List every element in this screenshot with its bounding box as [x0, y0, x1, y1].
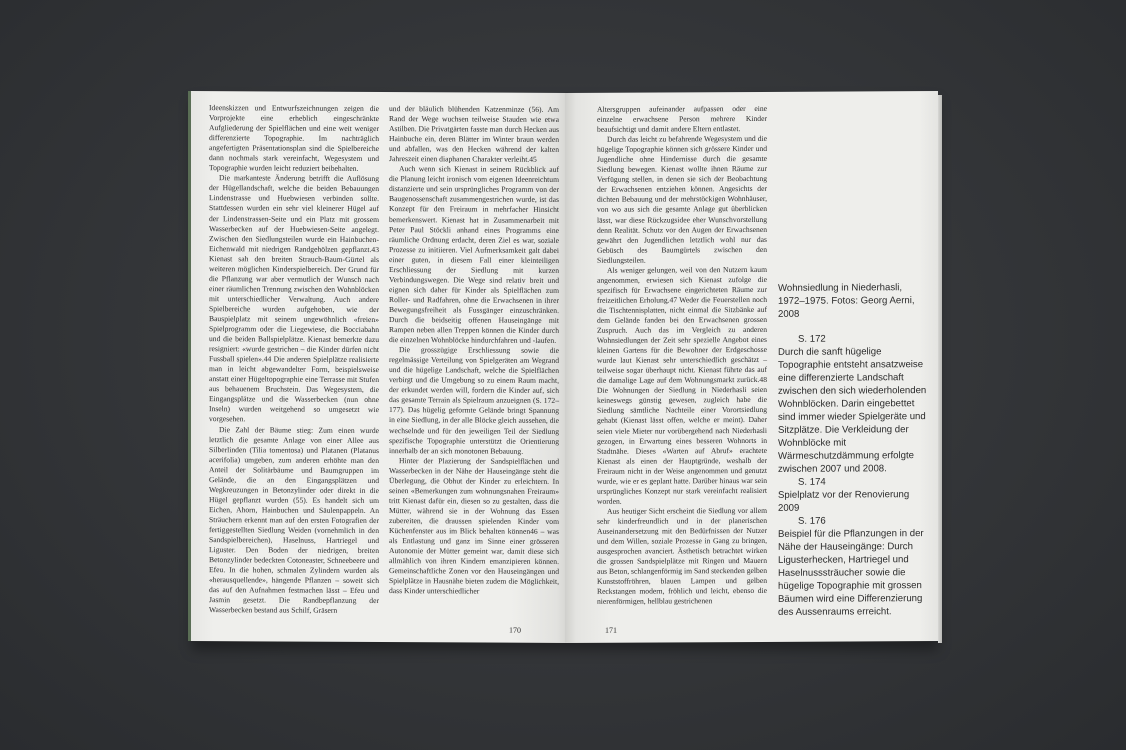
caption-page-ref: S. 176	[798, 515, 826, 527]
left-page-column-1	[209, 103, 379, 616]
paragraph: Durch das leicht zu befahrende Wegesystem und die hügelige Topographie können sich grössere Kinder und Jugendliche ohne Hindernisse durch die gesamte Siedlung bewegen. Kienast wollte ihnen Räume zur Verfügung stellen, in denen sie sich der Beobachtung der Erwachsenen entziehen können. Angesichts der dichten Bebauung und der mehrstöckigen Wohnhäuser, von wo aus sich die gesamte Anlage gut überblicken lässt, war diese Rückzugsidee eher Wunschvorstellung denn Realität. Schutz vor den Augen der Erwachsenen gewährt den Jugendlichen letztlich wohl nur das Gebüsch des Baumgürtels zwischen den Siedlungsteilen.	[597, 134, 767, 265]
caption-text: Beispiel für die Pflanzungen in der Nähe der Hauseingänge: Durch Ligusterhecken, Hartriegel und Haselnusssträucher sowie die hügelige Topographie mit grossen Bäumen wird eine Differenzierung des Aussenraums erreicht.	[778, 528, 924, 618]
caption-page-ref: S. 174	[798, 476, 826, 488]
page-number-left: 170	[509, 625, 521, 635]
left-page-column-2	[389, 104, 559, 597]
paragraph: Als weniger gelungen, weil von den Nutzern kaum angenommen, erwiesen sich Kienast zufolge die spezifisch für Erwachsene eingerichteten Räume zur freizeitlichen Erholung.47 Weder die Feuerstellen noch die Tischtennisplatten, nicht einmal die Sitzbänke auf dem Gelände fanden bei den Erwachsenen grossen Zuspruch. Auch das im Vergleich zu anderen Wohnsiedlungen der Zeit sehr spezielle Angebot eines kleinen Gartens für die Bewohner der Erdgeschosse wurde laut Kienast sehr unterschiedlich geschätzt – teilweise sogar überhaupt nicht. Kienast führte das auf die damalige Lage auf dem Wohnungsmarkt zurück.48 Die Wohnungen der Siedlung in Niederhasli seien keineswegs günstig gewesen, zugleich habe die Siedlung sämtliche Nachteile einer Vorortsiedlung gehabt (Kienast lässt offen, welche er meint). Daher seien viele Mieter nur vorübergehend nach Niederhasli gezogen, in Erwartung eines besseren Wohnorts in Stadtnähe. Dieses «Warten auf Abruf» erachtete Kienast als einen der Hauptgründe, weshalb der Freiraum nicht in der Weise angenommen und genutzt wurde, wie er es geplant hatte. Darüber hinaus war sein ursprüngliches Konzept nur stark vereinfacht realisiert worden.	[597, 264, 767, 506]
caption-title: Wohnsiedlung in Niederhasli, 1972–1975. Fotos: Georg Aerni, 2008	[778, 282, 915, 320]
paragraph: Ideenskizzen und Entwurfszeichnungen zeigen die Vorprojekte eine erheblich eingeschränkte Aufgliederung der Spielflächen und eine weit weniger differenzierte Topographie. Im nachträglich angefertigten Präsentationsplan sind die Spielbereiche dann nochmals stark vereinfacht, Wegesystem und Topographie wurden leicht reduziert beibehalten.	[209, 103, 379, 174]
caption-list	[778, 332, 928, 619]
paragraph: Aus heutiger Sicht erscheint die Siedlung vor allem sehr kinderfreundlich und in der planerischen Auseinandersetzung mit den Bedürfnissen der Nutzer und dem Willen, soziale Prozesse in Gang zu bringen, ausgesprochen avanciert. Ästhetisch betrachtet wirken die grossen Sandspielplätze mit Ringen und Mauern aus Beton, schlangenförmig im Sand steckenden gelben Kunststoffröhren, blauen Lampen und gelben Reckstangen modern, fröhlich und leicht, ebenso die nierenförmigen, hellblau gestrichenen	[597, 505, 767, 607]
open-book	[188, 92, 938, 648]
paragraph: und der bläulich blühenden Katzenminze (56). Am Rand der Wege wuchsen teilweise Stauden wie etwa Astilben. Die Privatgärten fasste man durch Hecken aus Hainbuche ein, deren Blätter im Winter braun werden und abfallen, was den Hecken während der kalten Jahreszeit einen diaphanen Charakter verleiht.45	[389, 104, 559, 165]
paragraph: Die markanteste Änderung betrifft die Auflösung der Hügellandschaft, welche die beiden Bebauungen Lindenstrasse und Huebwiesen verbinden sollte. Stattdessen wurden ein sehr viel kleinerer Hügel auf der Lindenstrassen-Seite und ein Platz mit grossem Wasserbecken auf der Huebwiesen-Seite angelegt. Zwischen den Siedlungsteilen wurde ein Hainbuchen-Eichenwald mit niedrigen Randgehölzen gepflanzt.43 Kienast sah den breiten Strauch-Baum-Gürtel als weiteren möglichen Kinderspielbereich. Der Grund für die Pflanzung war aber vermutlich der Wunsch nach einer räumlichen Trennung zwischen den Wohnblöcken mit unterschiedlicher Verwaltung. Auch andere Spielbereiche wurden aufgehoben, wie der Bauspielplatz mit seinem ungewöhnlich «freien» Spielprogramm oder die Liegewiese, die Bocciabahn und die beiden Ballspielplätze. Kienast bemerkte dazu resigniert: «wurde gestrichen – die Kinder dürfen nicht Fussball spielen».44 Die anderen Spielplätze realisierte man in leicht abgewandelter Form, beispielsweise anstatt einer Hügeltopographie eine Terrasse mit Stufen aus behauenem Bruchstein. Das Wegesystem, die Eingangsplätze und die Wasserbecken (nun ohne Inseln) wurden weitgehend so umgesetzt wie vorgesehen.	[209, 173, 379, 424]
page-number-right: 171	[605, 625, 617, 635]
caption-text: Spielplatz vor der Renovierung 2009	[778, 489, 910, 514]
right-page-column-1	[597, 104, 767, 607]
paragraph: Altersgruppen aufeinander aufpassen oder eine einzelne erwachsene Person mehrere Kinder beaufsichtigt und damit andere Eltern entlastet.	[597, 103, 767, 134]
left-page	[188, 91, 568, 643]
photo-captions	[778, 281, 928, 619]
caption-page-ref: S. 172	[798, 333, 826, 345]
paragraph: Auch wenn sich Kienast in seinem Rückblick auf die Planung leicht ironisch vom eigenen Ideenreichtum distanzierte und sein ursprüngliches Programm von der Baugenossenschaft zusammengestrichen wurde, ist das Konzept für den Freiraum in mehrfacher Hinsicht bemerkenswert. Kienast hat in Zusammenarbeit mit Peter Paul Stöckli anhand eines Programms eine räumliche Ordnung erdacht, deren Ziel es war, soziale Prozesse zu initiieren. Viel Aufmerksamkeit galt dabei einer guten, in diesem Fall einer kleinteiligen Erschliessung der Siedlung mit kurzen Verbindungswegen. Die Wege sind relativ breit und eignen sich daher für Kinder als Spielflächen zum Roller- und Radfahren, ohne die Erwachsenen in ihrer Bewegungsfreiheit als Fussgänger einzuschränken. Durch die beidseitig offenen Hauseingänge mit Rampen neben allen Treppen können die Kinder durch die einzelnen Wohnblöcke hindurchfahren und -laufen.	[389, 164, 559, 346]
right-page	[565, 91, 938, 643]
caption-text: Durch die sanft hügelige Topographie entsteht ansatzweise eine differenzierte Landschaft zwischen den sich wiederholenden Wohnblöcken. Darin eingebettet sind immer wieder Spielgeräte und Sitzplätze. Die Verkleidung der Wohnblöcke mit Wärmeschutzdämmung erfolgte zwischen 2007 und 2008.	[778, 346, 927, 475]
page-edge	[938, 95, 942, 643]
paragraph: Die Zahl der Bäume stieg: Zum einen wurde letztlich die gesamte Anlage von einer Allee aus Silberlinden (Tilia tomentosa) und Platanen (Platanus acerifolia) umgeben, zum anderen erhöhte man den Anteil der Solitärbäume und Baumgruppen im Gelände, die an den Eingangsplätzen und Wegkreuzungen in Betonzylinder oder direkt in die Hügel gepflanzt wurden (55). Es handelt sich um Eichen, Ahorn, Hainbuchen und Säulenpappeln. An Sträuchern erkennt man auf den ersten Fotografien der fertiggestellten Siedlung Weiden (vornehmlich in den Sandspielbereichen), Haselnuss, Hartriegel und Liguster. Den Boden der niedrigen, breiten Betonzylinder bedeckten Cotoneaster, Schneebeere und Efeu. In die hohen, schmalen Zylindern wurden als «herausquellende», hängende Pflanzen – soweit sich das auf den Aufnahmen festmachen lässt – Efeu und Jasmin gesetzt. Die Randbepflanzung der Wasserbecken bestand aus Schilf, Gräsern	[209, 424, 379, 616]
paragraph: Hinter der Plazierung der Sandspielflächen und Wasserbecken in der Nähe der Hauseingänge steht die Überlegung, die Obhut der Kinder zu erleichtern. In seinen «Bemerkungen zum wohnungsnahen Freiraum» tritt Kienast dafür ein, diesen so zu gestalten, dass die Mütter, während sie in der Wohnung das Essen zubereiten, die draussen spielenden Kinder vom Küchenfenster aus im Blick behalten können46 – was als Entlastung und ganz im Sinne einer grösseren Autonomie der Mütter gemeint war, damit diese sich allmählich von ihren Kindern emanzipieren können. Gemeinschaftliche Zonen vor den Hauseingängen und Spielplätze in Hausnähe bieten zudem die Möglichkeit, dass Kinder unterschiedlicher	[389, 455, 559, 596]
paragraph: Die grosszügige Erschliessung sowie die regelmässige Verteilung von Spielgeräten am Wegrand und die hügelige Landschaft, welche die Spielflächen verbirgt und die Umgebung so zu einem Raum macht, der erkundet werden will, fordern die Kinder auf, sich das gesamte Terrain als Spielraum anzueignen (S. 172–177). Das hügelig geformte Gelände bringt Spannung in eine Siedlung, in der alle Blöcke gleich aussehen, die wechselnde und für den jeweiligen Teil der Siedlung spezifische Topographie unterstützt die Orientierung innerhalb der an sich monotonen Bebauung.	[389, 345, 559, 456]
